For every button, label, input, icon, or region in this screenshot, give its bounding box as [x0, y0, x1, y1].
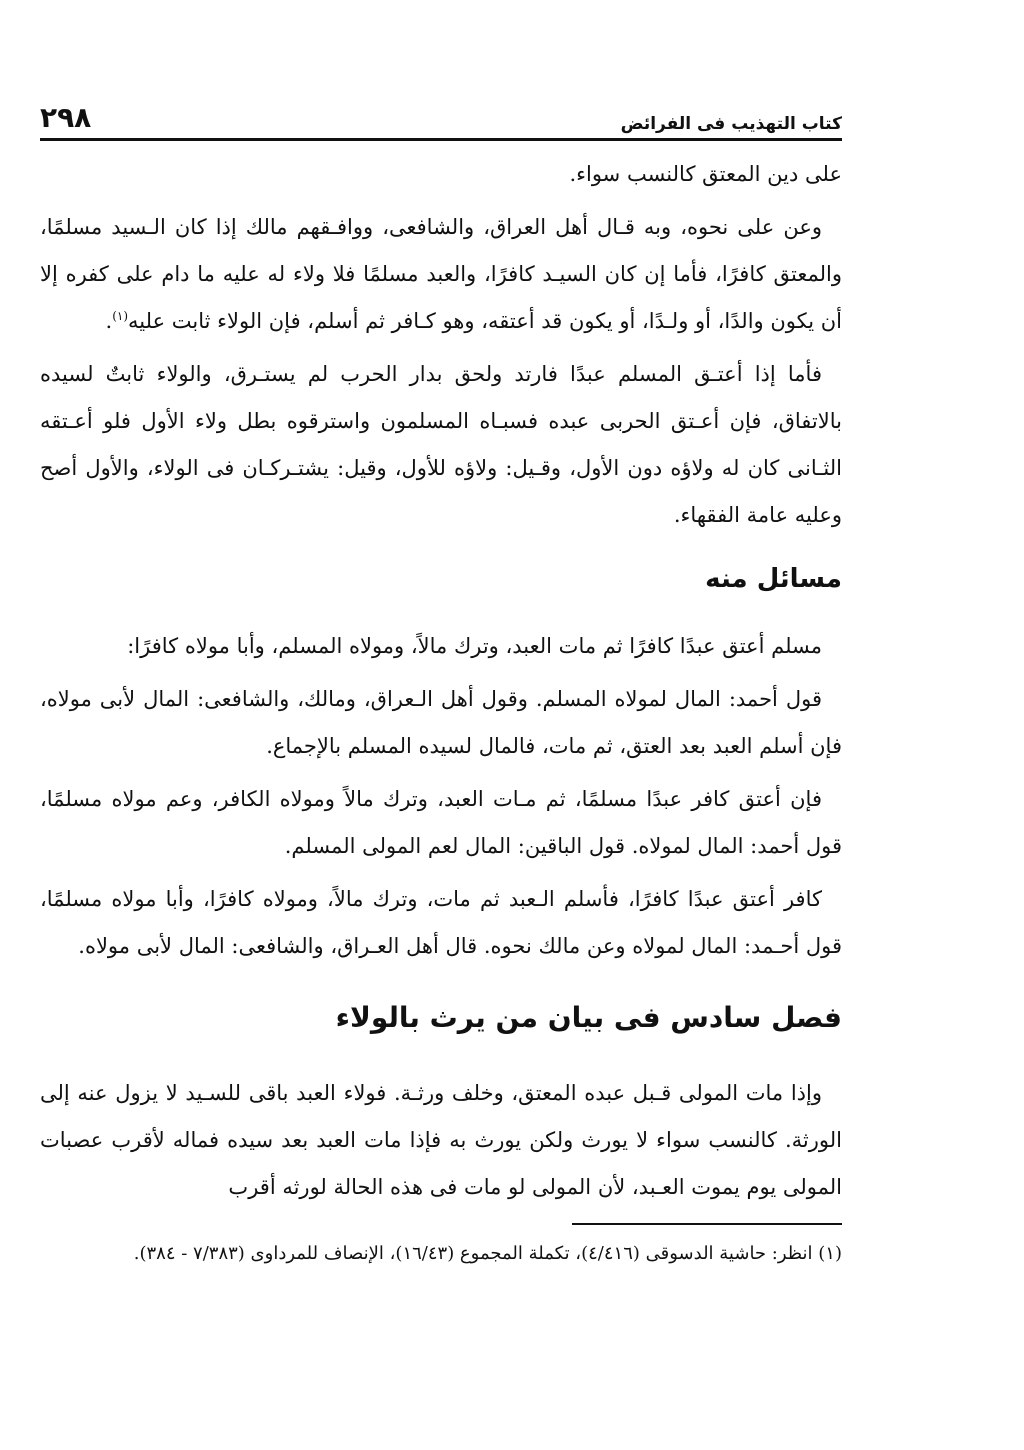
- paragraph-3: فأما إذا أعتـق المسلم عبدًا فارتد ولحق بدار الحرب لم يستـرق، والولاء ثابتٌ لسيده بالاتفاق، فإن أعـتق الحربى عبده فسبـاه المسلمون واسترقوه بطل ولاء الأول فلو أعـتقه الثـانى كان له ولاؤه دون الأول، وقـيل: ولاؤه للأول، وقيل: يشتـركـان فى الولاء، والأول أصح وعليه عامة الفقهاء.: [40, 362, 842, 527]
- paragraph-2-text: وعن على نحوه، وبه قـال أهل العراق، والشافعى، ووافـقهم مالك إذا كان الـسيد مسلمًا، والمعتق كافرًا، فأما إن كان السيـد كافرًا، والعبد مسلمًا فلا ولاء له عليه ما دام على كفره إلا أن يكون والدًا، أو ولـدًا، أو يكون قد أعتقه، وهو كـافر ثم أسلم، فإن الولاء ثابت عليه: [40, 215, 842, 333]
- question-2: قول أحمد: المال لمولاه المسلم. وقول أهل الـعراق، ومالك، والشافعى: المال لأبى مولاه، فإن أسلم العبد بعد العتق، ثم مات، فالمال لسيده المسلم بالإجماع.: [40, 687, 842, 758]
- paragraph-1: على دين المعتق كالنسب سواء.: [569, 162, 842, 186]
- chapter-heading: فصل سادس فى بيان من يرث بالولاء: [335, 1001, 842, 1034]
- question-4: كافر أعتق عبدًا كافرًا، فأسلم الـعبد ثم مات، وترك مالاً، ومولاه كافرًا، وأبا مولاه مسلمًا، قول أحـمد: المال لمولاه وعن مالك نحوه. قال أهل العـراق، والشافعى: المال لأبى مولاه.: [40, 887, 842, 958]
- question-1: مسلم أعتق عبدًا كافرًا ثم مات العبد، وترك مالاً، ومولاه المسلم، وأبا مولاه كافرًا:: [127, 634, 822, 658]
- document-page: [40, 90, 842, 1273]
- footnote-marker[interactable]: (١): [112, 309, 129, 323]
- page-number: ٢٩٨: [40, 101, 92, 134]
- running-title: كتاب التهذيب فى الفرائض: [620, 114, 842, 134]
- paragraph-2: [40, 204, 842, 345]
- section-heading: مسائل منه: [705, 564, 842, 594]
- chapter-paragraph: وإذا مات المولى قـبل عبده المعتق، وخلف ورثـة. فولاء العبد باقى للسـيد لا يزول عنه إلى الورثة. كالنسب سواء لا يورث ولكن يورث به فإذا مات العبد بعد سيده فماله لأقرب عصبات المولى يوم يموت العـبد، لأن المولى لو مات فى هذه الحالة لورثه أقرب: [40, 1081, 842, 1199]
- footnote-1: (١) انظر: حاشية الدسوقى (٤/٤١٦)، تكملة المجموع (١٦/٤٣)، الإنصاف للمرداوى (٧/٣٨٣ - ٣٨٤).: [133, 1243, 842, 1264]
- footnotes: [40, 1235, 842, 1273]
- question-3: فإن أعتق كافر عبدًا مسلمًا، ثم مـات العبد، وترك مالاً ومولاه الكافر، وعم مولاه مسلمًا، قول أحمد: المال لمولاه. قول الباقين: المال لعم المولى المسلم.: [40, 787, 842, 858]
- main-text: [40, 151, 842, 1211]
- footnote-divider: [572, 1223, 842, 1225]
- page-header: [40, 90, 842, 141]
- paragraph-2-end: .: [105, 309, 113, 333]
